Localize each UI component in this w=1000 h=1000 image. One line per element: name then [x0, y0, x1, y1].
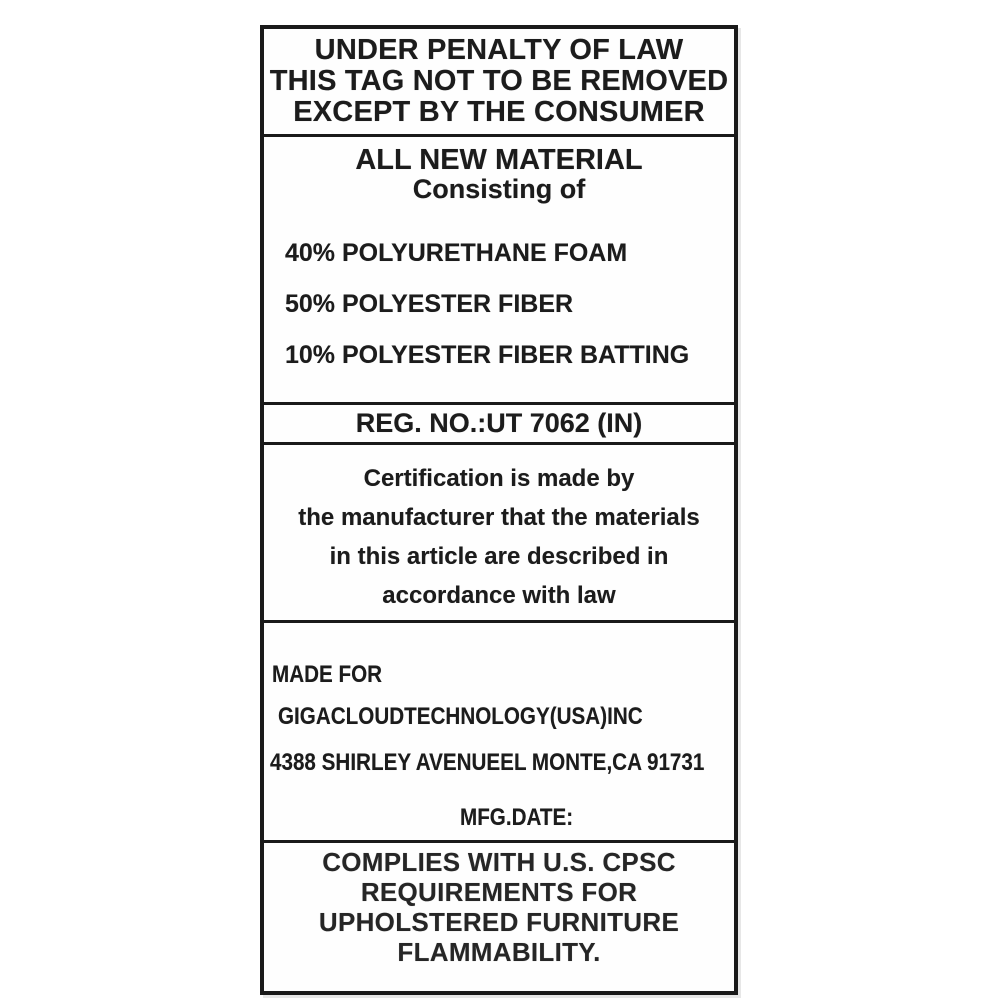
compliance-section [264, 843, 734, 991]
certification-line-1: Certification is made by [363, 465, 635, 492]
made-for-address-text: 4388 SHIRLEY AVENUEEL MONTE,CA 91731 [270, 749, 705, 776]
compliance-line-2: REQUIREMENTS FOR [360, 877, 638, 907]
compliance-line-3: UPHOLSTERED FURNITURE [318, 907, 680, 937]
materials-heading: ALL NEW MATERIAL [355, 144, 643, 176]
certification-section [264, 445, 734, 623]
made-for-company-text: GIGACLOUDTECHNOLOGY(USA)INC [278, 703, 643, 730]
mfg-date-field [264, 799, 734, 837]
certification-line-3: in this article are described in [329, 543, 669, 570]
materials-section [264, 137, 734, 405]
made-for-label [264, 656, 734, 694]
material-item-fiber: 50% POLYESTER FIBER [285, 290, 574, 318]
penalty-header-section [264, 29, 734, 137]
materials-subheading: Consisting of [412, 174, 586, 204]
material-item-batting: 10% POLYESTER FIBER BATTING [285, 341, 690, 369]
materials-list [264, 228, 734, 381]
made-for-address [264, 744, 734, 782]
material-item-foam: 40% POLYURETHANE FOAM [285, 239, 628, 267]
compliance-line-4: FLAMMABILITY. [397, 937, 601, 967]
penalty-line-1: UNDER PENALTY OF LAW [314, 34, 684, 66]
made-for-label-text: MADE FOR [272, 661, 383, 688]
penalty-line-2: THIS TAG NOT TO BE REMOVED [269, 65, 729, 97]
penalty-line-3: EXCEPT BY THE CONSUMER [293, 96, 705, 128]
made-for-company [264, 698, 734, 736]
made-for-section [264, 623, 734, 843]
registration-section [264, 405, 734, 445]
mfg-date-label: MFG.DATE: [460, 804, 574, 831]
certification-line-2: the manufacturer that the materials [298, 504, 700, 531]
registration-number: REG. NO.:UT 7062 (IN) [355, 408, 643, 438]
law-label-tag [260, 25, 738, 995]
compliance-line-1: COMPLIES WITH U.S. CPSC [322, 847, 676, 877]
certification-line-4: accordance with law [382, 582, 616, 609]
